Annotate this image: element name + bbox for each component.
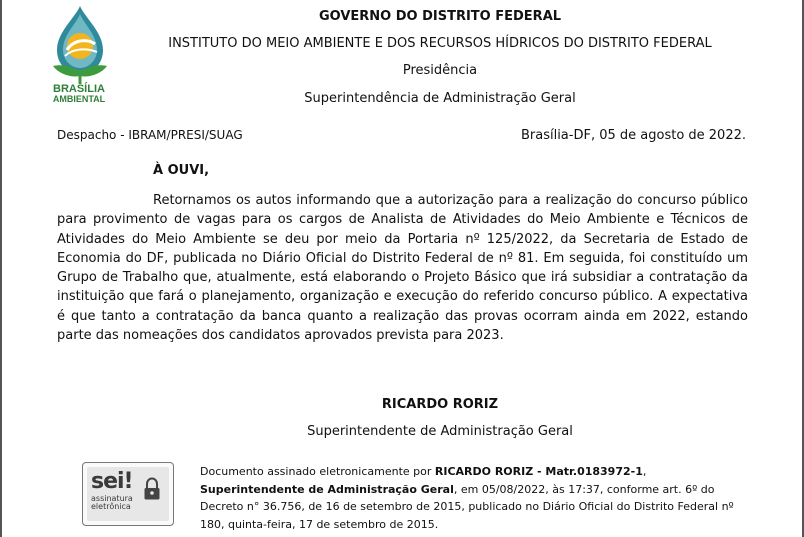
sei-electronic-signature-seal <box>82 462 174 526</box>
sig-signer: RICARDO RORIZ - Matr.0183972-1 <box>434 465 643 478</box>
sig-sep: , <box>642 465 647 478</box>
signer-role: Superintendente de Administração Geral <box>307 424 573 439</box>
seal-sub-line2: eletrônica <box>91 502 131 511</box>
sig-suffix: , em 05/08/2022, às 17:37, conforme art. 6º do Decreto n° 36.756, de 16 de setembro de 2015, publicado no Diário Oficial do Distrito Federal nº 180, quinta-feira, 17 de setembro de 2015. <box>200 482 734 531</box>
sig-prefix: Documento assinado eletronicamente por <box>200 465 435 478</box>
seal-subtitle <box>91 495 133 511</box>
salutation: À OUVI, <box>153 163 210 178</box>
logo-caption <box>44 84 114 104</box>
presidency-heading: Presidência <box>402 63 478 78</box>
institute-heading: INSTITUTO DO MEIO AMBIENTE E DOS RECURSOS HÍDRICOS DO DISTRITO FEDERAL <box>168 36 712 51</box>
page-border-left <box>0 0 2 537</box>
place-date: Brasília-DF, 05 de agosto de 2022. <box>520 128 746 143</box>
body-paragraph: Retornamos os autos informando que a autorização para a realização do concurso público para provimento de vagas para os cargos de Analista de Atividades do Meio Ambiente e Técnicos de Atividades do Meio Ambiente se deu por meio da Portaria nº 125/2022, da Secretaria de Estado de Economia do DF, publicada no Diário Oficial do Distrito Federal de nº 81. Em seguida, foi constituído um Grupo de Trabalho que, atualmente, está elaborando o Projeto Básico que irá subsidiar a contratação da instituição que fará o planejamento, organização e execução do referido concurso público. A expectativa é que tanto a contratação da banca quanto a realização das provas ocorram ainda em 2022, estando parte das nomeações dos candidatos aprovados prevista para 2023. <box>57 193 748 344</box>
electronic-signature-text <box>200 463 740 533</box>
seal-word: sei! <box>91 469 133 494</box>
signer-name: RICARDO RORIZ <box>381 397 499 412</box>
superintendence-heading: Superintendência de Administração Geral <box>304 91 576 106</box>
government-heading: GOVERNO DO DISTRITO FEDERAL <box>318 9 562 24</box>
despacho-reference: Despacho - IBRAM/PRESI/SUAG <box>57 128 243 142</box>
logo-text-brasilia: BRASÍLIA <box>53 83 105 95</box>
lock-icon <box>143 477 161 501</box>
seal-sub-line1: assinatura <box>91 494 133 503</box>
sig-role: Superintendente de Administração Geral <box>200 482 454 496</box>
logo-text-ambiental: AMBIENTAL <box>52 94 106 104</box>
